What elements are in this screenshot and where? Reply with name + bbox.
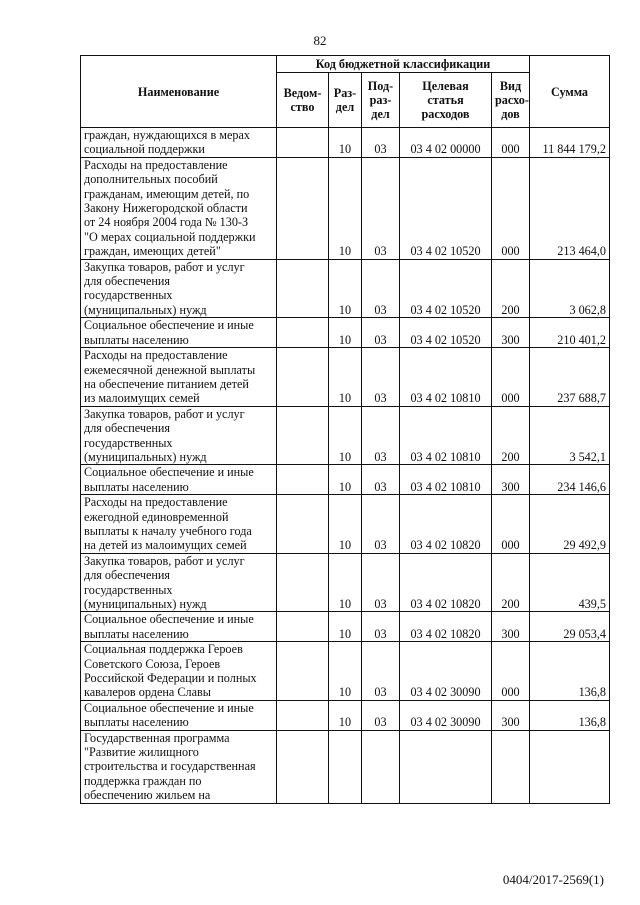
row-podrazdel: 03: [362, 553, 400, 612]
row-tselevaya: 03 4 02 10810: [400, 465, 492, 495]
table-row: [81, 495, 610, 554]
row-name: Социальное обеспечение и иные выплаты населению: [81, 612, 277, 642]
row-tselevaya: 03 4 02 10520: [400, 157, 492, 259]
row-summa: 213 464,0: [530, 157, 610, 259]
table-row: [81, 318, 610, 348]
row-summa: 210 401,2: [530, 318, 610, 348]
row-vid: 200: [492, 406, 530, 465]
row-summa: 3 542,1: [530, 406, 610, 465]
row-summa: 11 844 179,2: [530, 128, 610, 158]
header-code-group: Код бюджетной классификации: [277, 56, 530, 73]
row-vedomstvo: [277, 348, 329, 407]
row-vid: 200: [492, 553, 530, 612]
header-vid: Вид расхо- дов: [492, 73, 530, 128]
row-razdel: 10: [329, 642, 362, 701]
row-summa: 136,8: [530, 642, 610, 701]
header-podrazdel: Под- раз- дел: [362, 73, 400, 128]
row-podrazdel: 03: [362, 259, 400, 318]
row-podrazdel: 03: [362, 157, 400, 259]
row-vid: 000: [492, 642, 530, 701]
row-podrazdel: 03: [362, 318, 400, 348]
row-tselevaya: 03 4 02 10820: [400, 612, 492, 642]
row-razdel: 10: [329, 465, 362, 495]
row-summa: [530, 730, 610, 803]
table-row: [81, 406, 610, 465]
row-vid: 300: [492, 700, 530, 730]
table-row: [81, 259, 610, 318]
row-name: Расходы на предоставление ежегодной единовременной выплаты к началу учебного года на детей из малоимущих семей: [81, 495, 277, 554]
table-row: [81, 348, 610, 407]
row-razdel: 10: [329, 259, 362, 318]
row-tselevaya: 03 4 02 10820: [400, 553, 492, 612]
header-razdel: Раз- дел: [329, 73, 362, 128]
row-vid: 000: [492, 348, 530, 407]
row-vid: 300: [492, 465, 530, 495]
row-tselevaya: 03 4 02 30090: [400, 642, 492, 701]
row-vedomstvo: [277, 406, 329, 465]
row-tselevaya: 03 4 02 00000: [400, 128, 492, 158]
row-tselevaya: 03 4 02 10810: [400, 348, 492, 407]
row-summa: 3 062,8: [530, 259, 610, 318]
budget-table: [80, 55, 610, 804]
table-row: [81, 730, 610, 803]
row-podrazdel: 03: [362, 406, 400, 465]
row-tselevaya: 03 4 02 10810: [400, 406, 492, 465]
row-tselevaya: 03 4 02 30090: [400, 700, 492, 730]
row-name: Государственная программа "Развитие жилищного строительства и государственная поддержка граждан по обеспечению жильем на: [81, 730, 277, 803]
table-row: [81, 700, 610, 730]
table-header: [81, 56, 610, 128]
row-summa: 234 146,6: [530, 465, 610, 495]
row-vedomstvo: [277, 612, 329, 642]
row-vedomstvo: [277, 700, 329, 730]
row-name: Расходы на предоставление дополнительных пособий гражданам, имеющим детей, по Закону Нижегородской области от 24 ноября 2004 года № 130-З "О мерах социальной поддержки граждан, имеющих детей": [81, 157, 277, 259]
row-podrazdel: 03: [362, 348, 400, 407]
row-name: Социальное обеспечение и иные выплаты населению: [81, 318, 277, 348]
row-vedomstvo: [277, 495, 329, 554]
row-tselevaya: [400, 730, 492, 803]
row-name: Социальное обеспечение и иные выплаты населению: [81, 700, 277, 730]
row-tselevaya: 03 4 02 10820: [400, 495, 492, 554]
row-summa: 439,5: [530, 553, 610, 612]
table-row: [81, 553, 610, 612]
row-razdel: 10: [329, 612, 362, 642]
row-vedomstvo: [277, 318, 329, 348]
row-vedomstvo: [277, 157, 329, 259]
row-razdel: 10: [329, 495, 362, 554]
row-tselevaya: 03 4 02 10520: [400, 259, 492, 318]
row-name: Закупка товаров, работ и услуг для обеспечения государственных (муниципальных) нужд: [81, 259, 277, 318]
row-name: Закупка товаров, работ и услуг для обеспечения государственных (муниципальных) нужд: [81, 553, 277, 612]
row-podrazdel: 03: [362, 495, 400, 554]
header-tselevaya: Целевая статья расходов: [400, 73, 492, 128]
table-body: [81, 128, 610, 804]
row-podrazdel: 03: [362, 700, 400, 730]
row-vid: 000: [492, 128, 530, 158]
row-name: граждан, нуждающихся в мерах социальной поддержки: [81, 128, 277, 158]
row-podrazdel: [362, 730, 400, 803]
row-vedomstvo: [277, 465, 329, 495]
row-summa: 237 688,7: [530, 348, 610, 407]
row-vid: 200: [492, 259, 530, 318]
row-name: Социальная поддержка Героев Советского Союза, Героев Российской Федерации и полных кавалеров ордена Славы: [81, 642, 277, 701]
row-name: Закупка товаров, работ и услуг для обеспечения государственных (муниципальных) нужд: [81, 406, 277, 465]
row-vedomstvo: [277, 553, 329, 612]
row-razdel: 10: [329, 406, 362, 465]
row-summa: 136,8: [530, 700, 610, 730]
row-podrazdel: 03: [362, 642, 400, 701]
row-vid: 300: [492, 318, 530, 348]
row-razdel: 10: [329, 128, 362, 158]
table-row: [81, 642, 610, 701]
row-summa: 29 053,4: [530, 612, 610, 642]
table-row: [81, 612, 610, 642]
row-vedomstvo: [277, 730, 329, 803]
row-tselevaya: 03 4 02 10520: [400, 318, 492, 348]
row-razdel: 10: [329, 318, 362, 348]
row-razdel: 10: [329, 157, 362, 259]
table-row: [81, 465, 610, 495]
row-podrazdel: 03: [362, 465, 400, 495]
header-summa: Сумма: [530, 56, 610, 128]
row-vid: [492, 730, 530, 803]
row-razdel: 10: [329, 553, 362, 612]
row-podrazdel: 03: [362, 128, 400, 158]
row-razdel: [329, 730, 362, 803]
table-row: [81, 128, 610, 158]
row-razdel: 10: [329, 700, 362, 730]
row-summa: 29 492,9: [530, 495, 610, 554]
page-number: 82: [313, 33, 327, 48]
row-podrazdel: 03: [362, 612, 400, 642]
header-vedomstvo: Ведом- ство: [277, 73, 329, 128]
row-vedomstvo: [277, 642, 329, 701]
document-code: 0404/2017-2569(1): [502, 872, 604, 887]
row-name: Социальное обеспечение и иные выплаты населению: [81, 465, 277, 495]
header-name: Наименование: [81, 56, 277, 128]
row-vedomstvo: [277, 259, 329, 318]
row-vedomstvo: [277, 128, 329, 158]
row-vid: 000: [492, 495, 530, 554]
row-razdel: 10: [329, 348, 362, 407]
row-vid: 300: [492, 612, 530, 642]
row-name: Расходы на предоставление ежемесячной денежной выплаты на обеспечение питанием детей из малоимущих семей: [81, 348, 277, 407]
row-vid: 000: [492, 157, 530, 259]
table-row: [81, 157, 610, 259]
